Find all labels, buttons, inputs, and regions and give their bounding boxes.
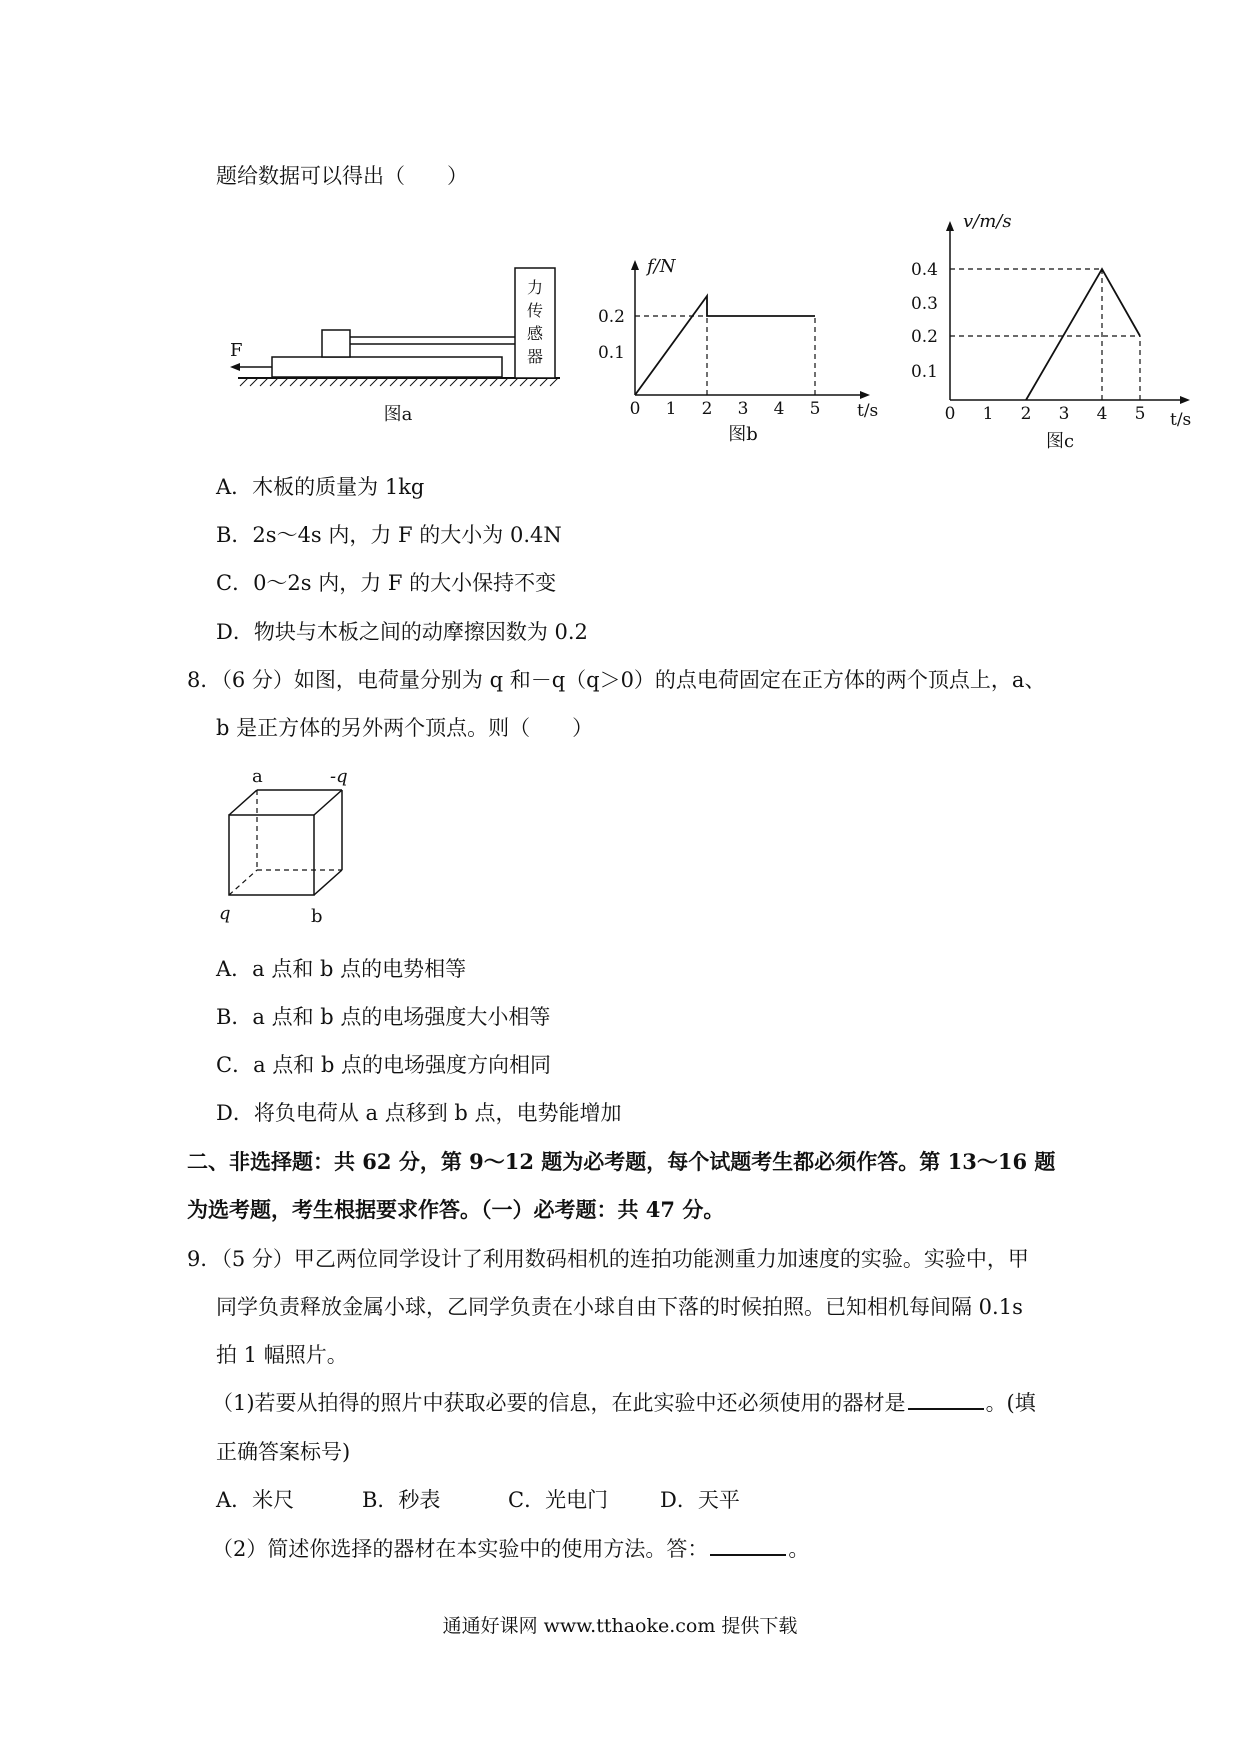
vertex-q-label: q — [219, 903, 231, 924]
question-continuation: 题给数据可以得出（ ） — [216, 164, 468, 188]
sensor-char-1: 力 — [526, 278, 544, 297]
x-tick-1: 1 — [665, 399, 677, 419]
figure-b-caption: 图b — [728, 424, 758, 445]
y-tick-0.1: 0.1 — [597, 343, 625, 363]
x-tick-5: 5 — [1134, 404, 1146, 424]
sensor-char-2: 传 — [526, 301, 544, 320]
q7-option-b: B．2s～4s 内，力 F 的大小为 0.4N — [216, 523, 562, 547]
cube-figure — [215, 762, 365, 932]
q9-sub1 — [212, 1390, 1036, 1416]
figure-b — [595, 250, 880, 450]
q8-option-a: A．a 点和 b 点的电势相等 — [216, 957, 467, 981]
y-tick-0.2: 0.2 — [910, 327, 938, 347]
x-tick-5: 5 — [809, 399, 821, 419]
y-tick-0.1: 0.1 — [910, 362, 938, 382]
q9-option-d: D．天平 — [660, 1488, 740, 1512]
x-tick-0: 0 — [944, 404, 956, 424]
x-tick-0: 0 — [629, 399, 641, 419]
x-tick-1: 1 — [982, 404, 994, 424]
y-tick-0.4: 0.4 — [910, 260, 938, 280]
q9-sub2-answer-blank[interactable] — [710, 1536, 786, 1556]
section2-heading-line1: 二、非选择题：共 62 分，第 9～12 题为必考题，每个试题考生都必须作答。第 13～16 题 — [187, 1149, 1056, 1174]
y-tick-0.2: 0.2 — [597, 307, 625, 327]
x-tick-4: 4 — [773, 399, 785, 419]
x-axis-label: t/s — [1170, 410, 1192, 430]
q8-stem-line2: b 是正方体的另外两个顶点。则（ ） — [216, 716, 594, 740]
q7-option-c: C．0～2s 内，力 F 的大小保持不变 — [216, 571, 557, 595]
figure-c — [905, 205, 1205, 455]
sensor-char-4: 器 — [526, 347, 544, 366]
page-footer: 通通好课网 www.tthaoke.com 提供下载 — [442, 1615, 798, 1637]
q8-stem-line1: 8．（6 分）如图，电荷量分别为 q 和－q（q＞0）的点电荷固定在正方体的两个顶点上，a、 — [187, 668, 1046, 692]
figure-c-caption: 图c — [1045, 431, 1075, 452]
q9-option-c: C．光电门 — [508, 1488, 609, 1512]
q9-option-b: B．秒表 — [362, 1488, 441, 1512]
y-tick-0.3: 0.3 — [910, 294, 938, 314]
x-tick-2: 2 — [1020, 404, 1032, 424]
q9-option-a: A．米尺 — [216, 1488, 295, 1512]
q9-sub1-text: （1)若要从拍得的照片中获取必要的信息，在此实验中还必须使用的器材是 — [212, 1391, 906, 1415]
force-label: F — [230, 340, 243, 361]
x-tick-3: 3 — [737, 399, 749, 419]
x-tick-2: 2 — [701, 399, 713, 419]
q9-options — [216, 1487, 740, 1513]
q9-sub2-text: （2）简述你选择的器材在本实验中的使用方法。答： — [212, 1537, 709, 1561]
y-axis-label: f/N — [647, 256, 676, 277]
x-tick-4: 4 — [1096, 404, 1108, 424]
q9-sub1-line2: 正确答案标号) — [216, 1440, 351, 1464]
vertex-neg-q-label: -q — [330, 766, 348, 787]
y-axis-label: v/m/s — [963, 211, 1012, 232]
q8-option-b: B．a 点和 b 点的电场强度大小相等 — [216, 1005, 551, 1029]
figure-a — [230, 260, 570, 430]
q9-sub1-suffix: 。(填 — [985, 1391, 1036, 1415]
x-tick-3: 3 — [1058, 404, 1070, 424]
vertex-b-label: b — [311, 906, 323, 927]
q7-option-d: D．物块与木板之间的动摩擦因数为 0.2 — [216, 620, 588, 644]
q9-sub2-suffix: 。 — [788, 1537, 810, 1561]
q7-option-a: A．木板的质量为 1kg — [216, 475, 425, 499]
q9-stem-line2: 同学负责释放金属小球，乙同学负责在小球自由下落的时候拍照。已知相机每间隔 0.1s — [216, 1295, 1023, 1319]
q8-option-c: C．a 点和 b 点的电场强度方向相同 — [216, 1053, 552, 1077]
x-axis-label: t/s — [857, 401, 879, 421]
q8-option-d: D．将负电荷从 a 点移到 b 点，电势能增加 — [216, 1101, 622, 1125]
q9-stem-line3: 拍 1 幅照片。 — [216, 1343, 348, 1367]
q9-sub1-answer-blank[interactable] — [908, 1390, 984, 1410]
section2-heading-line2: 为选考题，考生根据要求作答。（一）必考题：共 47 分。 — [187, 1197, 725, 1222]
q9-sub2 — [212, 1536, 809, 1562]
figure-a-caption: 图a — [383, 404, 413, 425]
vertex-a-label: a — [252, 766, 263, 787]
sensor-char-3: 感 — [526, 324, 544, 343]
q9-stem-line1: 9．（5 分）甲乙两位同学设计了利用数码相机的连拍功能测重力加速度的实验。实验中，甲 — [187, 1247, 1029, 1271]
